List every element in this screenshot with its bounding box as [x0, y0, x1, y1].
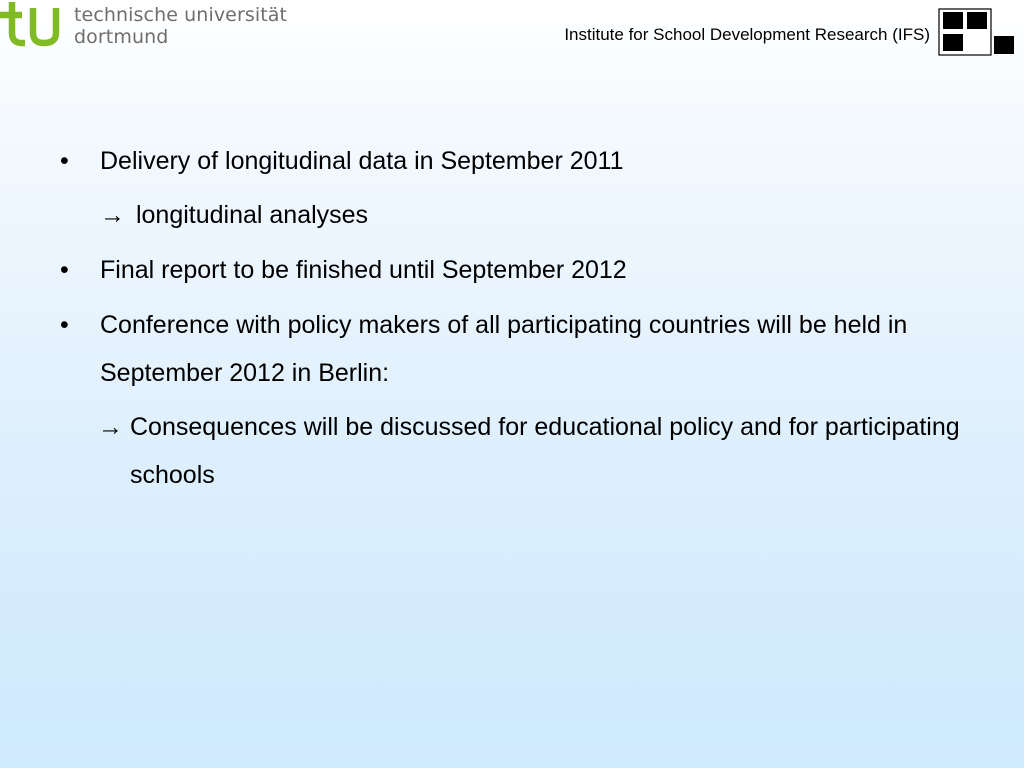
- bullet-icon: •: [60, 311, 69, 339]
- tu-dortmund-logo: [0, 0, 300, 56]
- bullet-text: Delivery of longitudinal data in September 2011: [100, 147, 624, 175]
- arrow-text: longitudinal analyses: [135, 201, 369, 229]
- university-name: [74, 4, 287, 48]
- university-line-1: technische universität: [74, 4, 288, 26]
- bullet-item: [60, 301, 960, 397]
- institute-name: Institute for School Development Research (IFS): [564, 25, 930, 44]
- arrow-right-icon: →: [98, 413, 123, 441]
- bullet-text: Final report to be finished until September 2012: [100, 256, 627, 284]
- bullet-icon: •: [60, 256, 69, 284]
- bullet-icon: •: [60, 147, 69, 175]
- arrow-item: [60, 191, 960, 239]
- arrow-right-icon: →: [100, 201, 125, 229]
- bullet-item: [60, 137, 960, 185]
- bullet-text: Conference with policy makers of all participating countries will be held in September 2012 in Berlin:: [100, 311, 908, 387]
- ifs-logo-icon: [938, 8, 1018, 58]
- university-line-2: dortmund: [74, 26, 169, 48]
- arrow-text: Consequences will be discussed for educational policy and for participating schools: [130, 413, 960, 489]
- bullet-item: [60, 246, 960, 294]
- arrow-item: [60, 403, 960, 499]
- slide-content: [60, 137, 960, 499]
- tu-logo-icon: [0, 0, 70, 50]
